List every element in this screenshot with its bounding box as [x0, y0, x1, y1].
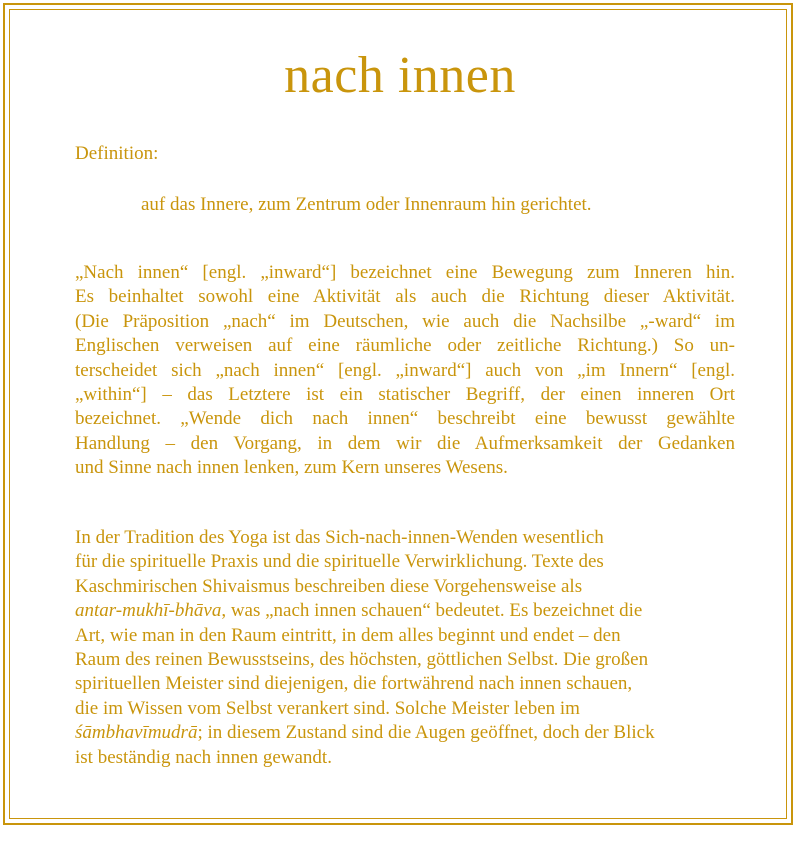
sanskrit-term-antar-mukhi-bhava: antar-mukhī-bhāva [75, 600, 222, 622]
page-title: nach innen [284, 47, 516, 104]
paragraph-1-line: (Die Präposition „nach“ im Deutschen, wie auch die Nachsilbe „-ward“ im [75, 310, 735, 332]
paragraph-2-line: die im Wissen vom Selbst verankert sind. Solche Meister leben im [75, 697, 580, 719]
paragraph-2-line: ist beständig nach innen gewandt. [75, 746, 332, 768]
sanskrit-term-sambhavimudra: śāmbhavīmudrā [75, 722, 198, 744]
paragraph-2-line: In der Tradition des Yoga ist das Sich-nach-innen-Wenden wesentlich [75, 527, 604, 548]
paragraph-1-line: und Sinne nach innen lenken, zum Kern unseres Wesens. [75, 457, 508, 479]
paragraph-2-line [75, 721, 735, 745]
paragraph-2-line: Kaschmirischen Shivaismus beschreiben diese Vorgehensweise als [75, 575, 583, 597]
paragraph-2-line: Raum des reinen Bewusstseins, des höchsten, göttlichen Selbst. Die großen [75, 649, 649, 671]
paragraph-2-line-rest: ; in diesem Zustand sind die Augen geöffnet, doch der Blick [197, 722, 655, 744]
paragraph-1-line: „within“] – das Letztere ist ein statischer Begriff, der einen inneren Ort [75, 384, 735, 406]
paragraph-2-line-rest: , was „nach innen schauen“ bedeutet. Es bezeichnet die [221, 600, 643, 622]
paragraph-1-line: Handlung – den Vorgang, in dem wir die Aufmerksamkeit der Gedanken [75, 432, 735, 454]
paragraph-2-line: Art, wie man in den Raum eintritt, in dem alles beginnt und endet – den [75, 624, 621, 646]
paragraph-1 [75, 261, 735, 481]
definition-label: Definition: [75, 143, 159, 164]
definition-text: auf das Innere, zum Zentrum oder Innenraum hin gerichtet. [141, 194, 592, 215]
paragraph-1-line: „Nach innen“ [engl. „inward“] bezeichnet eine Bewegung zum Inneren hin. [75, 262, 735, 283]
paragraph-1-line: terscheidet sich „nach innen“ [engl. „inward“] auch von „im Innern“ [engl. [75, 359, 735, 381]
paragraph-2-line [75, 599, 735, 623]
paragraph-1-line: bezeichnet. „Wende dich nach innen“ beschreibt eine bewusst gewählte [75, 408, 735, 430]
paragraph-2-line: für die spirituelle Praxis und die spirituelle Verwirklichung. Texte des [75, 551, 604, 573]
paragraph-1-line: Englischen verweisen auf eine räumliche oder zeitliche Richtung.) So un- [75, 335, 735, 357]
paragraph-2-line: spirituellen Meister sind diejenigen, die fortwährend nach innen schauen, [75, 673, 633, 695]
paragraph-1-line: Es beinhaltet sowohl eine Aktivität als auch die Richtung dieser Aktivität. [75, 286, 735, 308]
paragraph-2 [75, 526, 735, 770]
